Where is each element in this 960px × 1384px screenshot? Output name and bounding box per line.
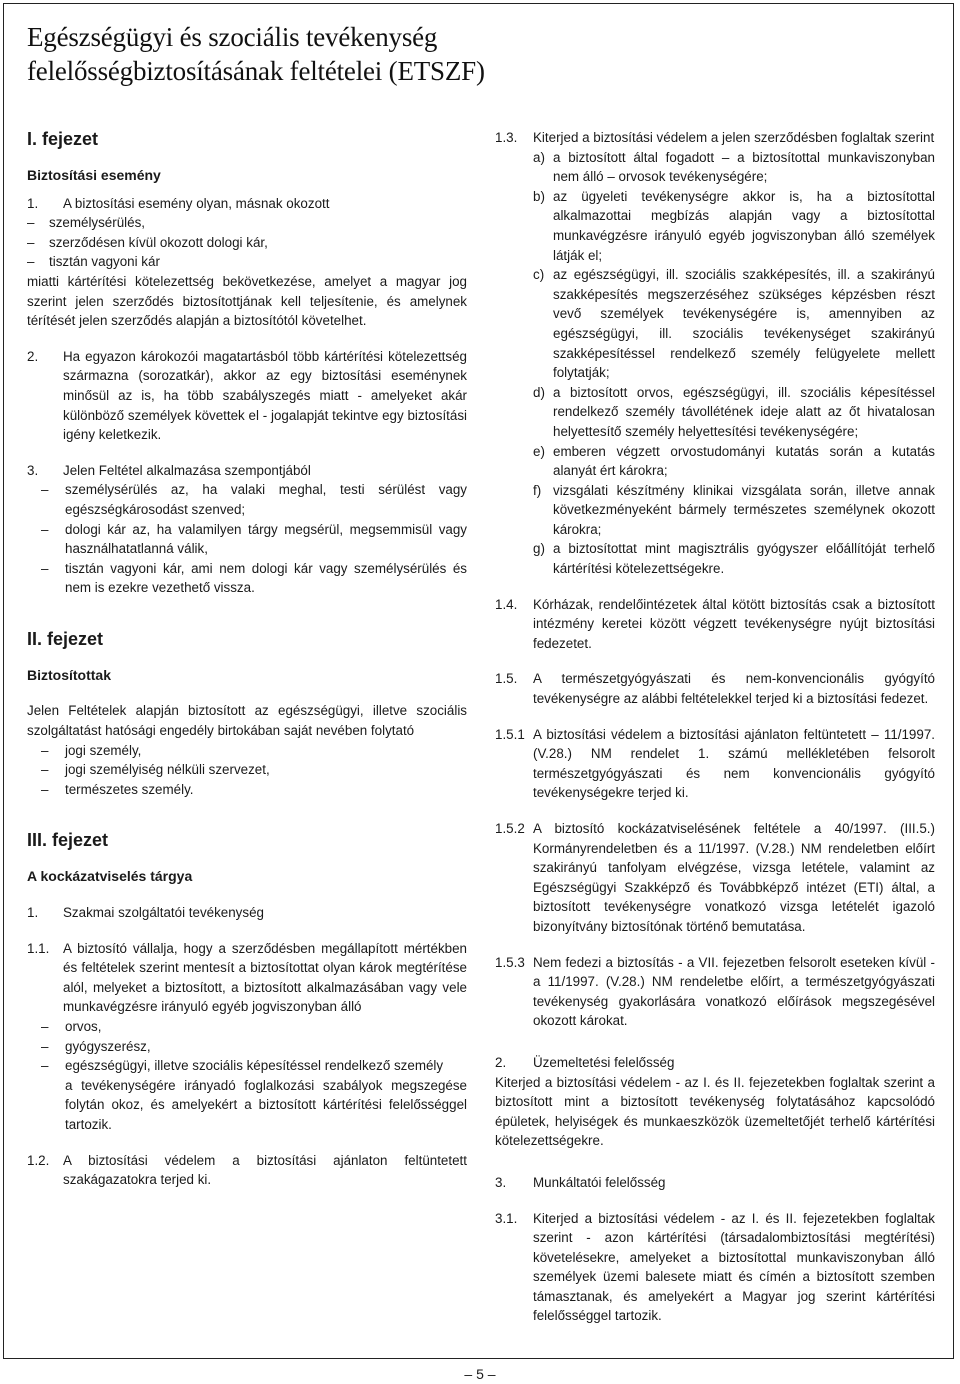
- section-1-5: 1.5. A természetgyógyászati és nem-konvencionális gyógyító tevékenységre az alábbi feltételekkel terjed ki a biztosítási fedezet.: [495, 671, 935, 707]
- dash-item: – egészségügyi, illetve szociális képesítéssel rendelkező személy: [41, 1058, 444, 1074]
- paragraph-3: 3. Jelen Feltétel alkalmazása szempontjából: [27, 462, 311, 478]
- paragraph-1: [27, 194, 467, 214]
- dash-item: – személysérülés az, ha valaki meghal, testi sérülést vagy egészségkárosodást szenved;: [41, 482, 467, 517]
- paragraph-text: Kiterjed a biztosítási védelem - az I. és II. fejezetekben foglaltak szerint a biztosított mint a biztosított tevékenység folytatásához kapcsolódó épületek, helyiségek és munkaeszközök üzemeltetőjét terhelő kártérítési kötelezettségekre.: [495, 1074, 935, 1149]
- section-2: 2. Üzemeltetési felelősség: [495, 1054, 675, 1070]
- right-column: [495, 128, 935, 1326]
- list-item: a) a biztosított által fogadott – a biztosítottal munkaviszonyban nem álló – orvosok tevékenységére;: [533, 149, 935, 185]
- list-item: b) az ügyeleti tevékenységre akkor is, ha a biztosítottal alkalmazottai megbízás alapján vagy a biztosítottal munkavégzésre irányuló egyéb jogviszonyban álló személyek látják el;: [533, 188, 935, 263]
- dash-item: – dologi kár az, ha valamilyen tárgy megsérül, megsemmisül vagy használhatatlanná válik,: [41, 521, 467, 557]
- section-1: 1. Szakmai szolgáltatói tevékenység: [27, 905, 264, 921]
- list-item: e) emberen végzett orvostudományi kutatás során a kutatás alanyát ért károkra;: [533, 443, 935, 479]
- dash-item: – orvos,: [41, 1019, 102, 1034]
- section-1-4: 1.4. Kórházak, rendelőintézetek által kötött biztosítás csak a biztosított intézmény keretei között végzett tevékenységre nyújt biztosítási fedezetet.: [495, 596, 935, 651]
- list-item: g) a biztosítottat mint magisztrális gyógyszer előállítóját terhelő kártérítési kötelezettségekre.: [533, 541, 935, 577]
- dash-item: – szerződésen kívül okozott dologi kár,: [27, 234, 268, 250]
- document-title: Egészségügyi és szociális tevékenység felelősségbiztosításának feltételei (ETSZF): [27, 22, 485, 86]
- dash-item: – személysérülés,: [27, 215, 145, 231]
- dash-item: – tisztán vagyoni kár: [27, 254, 160, 270]
- chapter-heading: III. fejezet: [27, 830, 109, 851]
- dash-item: – gyógyszerész,: [41, 1038, 151, 1054]
- dash-item: – természetes személy.: [41, 781, 194, 797]
- chapter-heading: I. fejezet: [27, 129, 99, 149]
- chapter-heading: II. fejezet: [27, 628, 104, 649]
- page-number: – 5 –: [464, 1366, 496, 1382]
- section-1-1: 1.1. A biztosító vállalja, hogy a szerződésben megállapított mértékben és feltételek szerint mentesít a biztosítottat olyan károk megtérítése alól, melyeket a biztosított, a biztosított alkalmazásában vagy vele munkavégzésre irányuló egyéb jogviszonyban álló: [27, 940, 467, 1015]
- dash-item: – tisztán vagyoni kár, ami nem dologi kár vagy személysérülés és nem is ezekre vezethető vissza.: [41, 560, 467, 596]
- section-3-1: 3.1. Kiterjed a biztosítási védelem - az I. és II. fejezetekben foglaltak szerint - azon kártérítési (társadalombiztosítási megtérítési) követelésekre, amelyeket a biztosítottal munkaviszonyban álló személyek üzemi balesete miatt és címén a biztosított szemben támasztanak, és amelyekért a Magyar jog szerint kártérítési felelősséggel tartozik.: [495, 1210, 935, 1324]
- section-1-5-2: 1.5.2 A biztosító kockázatviselésének feltétele a 40/1997. (III.5.) Kormányrendeletben és a 11/1997. (V.28.) NM rendeletben előírt szakirányú tanfolyam elvégzése, vizsga letétele, valamint az Egészségügyi Szakképző és Továbbképző intézet (ETI) által, a biztosított tevékenységre vonatkozó vizsga letételét igazoló bizonyítvány biztosítónak történő bemutatása.: [495, 821, 935, 934]
- list-item: d) a biztosított orvos, egészségügyi, ill. szociális képesítéssel rendelkező személy távollétének ideje alatt az őt hivatalosan helyettesítő személy helyettesítési tevékenységére;: [533, 384, 935, 439]
- section-1-2: 1.2. A biztosítási védelem a biztosítási ajánlaton feltüntetett szakágazatokra terjed ki.: [27, 1152, 467, 1188]
- list-item: c) az egészségügyi, ill. szociális szakképesítés, ill. a szakirányú szakképesítés megszerzéséhez szükséges képzésben részt vevő személyek tevékenységére is, amennyiben az egészségügyi, ill. szociális tevékenységet szakirányú szakképesítéssel rendelkező személy felügyelete mellett folytatják;: [533, 267, 935, 381]
- paragraph-text: miatti kártérítési kötelezettség bekövetkezése, amelyet a magyar jog szerint jelen szerződés biztosítottjának kell teljesítenie, és amelynek térítését jelen szerződés alapján a biztosítótól követelhet.: [27, 273, 467, 329]
- section-1-5-3: 1.5.3 Nem fedezi a biztosítás - a VII. fejezetben felsorolt eseteken kívül - a 11/1997. (V.28.) NM rendeletbe előírt, a természetgyógyászati tevékenység gyakorlására vonatkozó előírások megszegésével okozott károkat.: [495, 954, 935, 1029]
- paragraph-2: 2. Ha egyazon károkozói magatartásból több kártérítési kötelezettség származna (sorozatkár), akkor az egy biztosítási eseménynek minősül az is, ha több szabályszegés miatt - amelyeket akár különböző személyek követtek el - jogalapját tekintve egy biztosítási igény keletkezik.: [27, 348, 467, 443]
- section-3: 3. Munkáltatói felelősség: [495, 1174, 666, 1190]
- section-1-5-1: 1.5.1 A biztosítási védelem a biztosítási ajánlaton feltüntetett – 11/1997. (V.28.) NM rendelet 1. számú mellékletében felsorolt természetgyógyászati és nem konvencionális gyógyító tevékenységekre terjed ki.: [495, 726, 935, 801]
- paragraph-text: A biztosítási esemény olyan, másnak okozott: [63, 195, 330, 211]
- paragraph-number: 1.: [27, 195, 39, 211]
- section-heading: Biztosítottak: [27, 666, 111, 683]
- section-1-3: 1.3. Kiterjed a biztosítási védelem a jelen szerződésben foglaltak szerint: [495, 130, 935, 145]
- paragraph-text: Jelen Feltételek alapján biztosított az egészségügyi, illetve szociális szolgáltatást hatósági engedély birtokában saját nevében folytató: [27, 703, 467, 739]
- dash-item: – jogi személy,: [41, 742, 142, 758]
- left-column: [27, 128, 467, 1190]
- section-heading: Biztosítási esemény: [27, 167, 161, 183]
- section-heading: A kockázatviselés tárgya: [27, 868, 193, 885]
- list-item: f) vizsgálati készítmény klinikai vizsgálata során, illetve annak következményeként bármely természetes személynek okozott károkra;: [533, 482, 935, 537]
- dash-item: – jogi személyiség nélküli szervezet,: [41, 762, 270, 778]
- paragraph-text: a tevékenységére irányadó foglalkozási szabályok megszegése folytán okoz, és amelyekért a biztosított kártérítési felelősséggel tartozik.: [65, 1077, 467, 1132]
